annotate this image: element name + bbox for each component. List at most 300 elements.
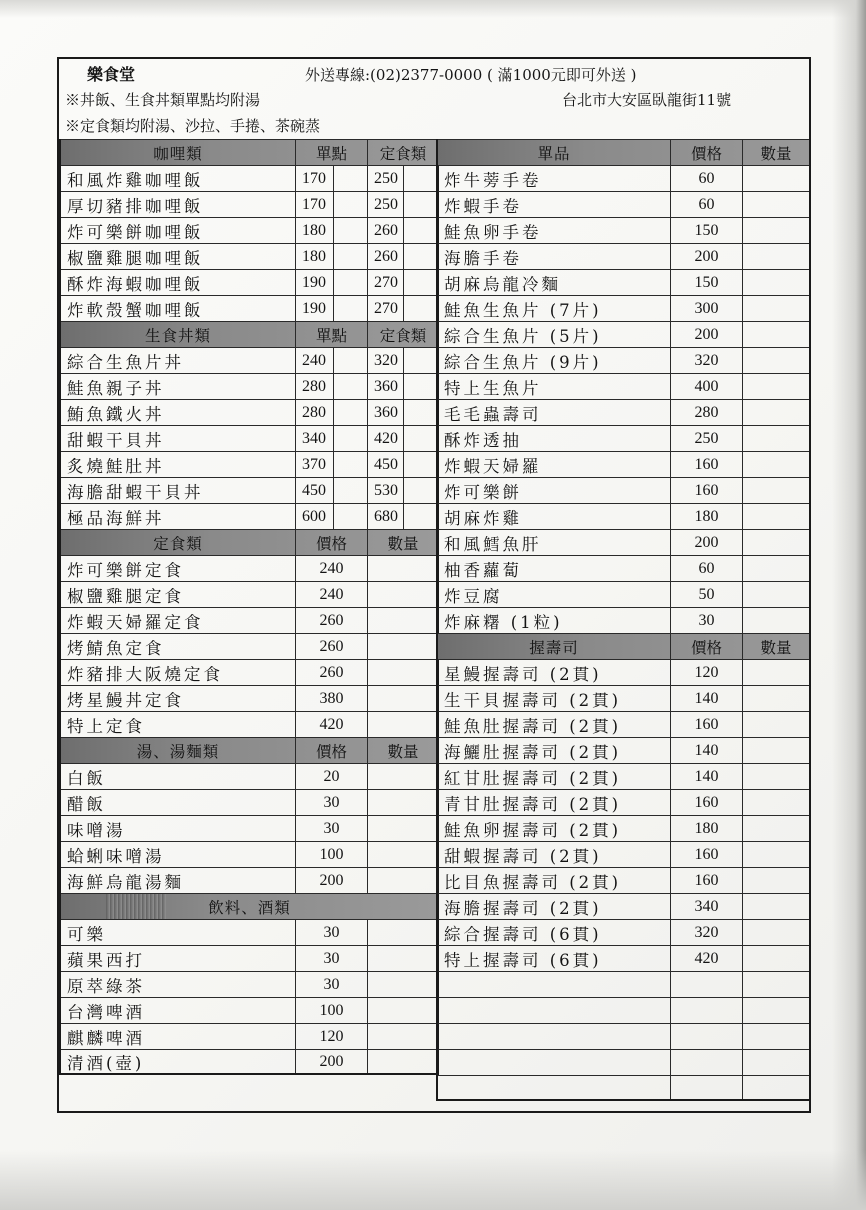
curry-item-name: 和風炸雞咖哩飯: [67, 170, 204, 190]
soup-item-price: 100: [295, 842, 367, 867]
curry-section-header: [61, 139, 438, 165]
soup-col1-header: 價格: [295, 738, 367, 763]
raw_don-single-qty: [333, 452, 367, 477]
curry-set-price: 250: [367, 192, 403, 217]
nigiri-item-qty: [742, 764, 809, 789]
set_meals-item-qty: [367, 608, 438, 633]
singles-item-qty: [742, 296, 809, 321]
raw_don-set-price: 360: [367, 400, 403, 425]
nigiri-item-price: 160: [670, 712, 742, 737]
nigiri-col2-header: 數量: [742, 634, 809, 659]
curry-row: [61, 243, 438, 269]
curry-set-qty: [403, 244, 438, 269]
raw_don-row: [61, 373, 438, 399]
nigiri-row: [438, 945, 809, 971]
set_meals-item-price: 260: [295, 608, 367, 633]
soup-row: [61, 789, 438, 815]
singles-row: [438, 425, 809, 451]
paper-edge-right: [832, 0, 866, 1210]
raw_don-set-price: 360: [367, 374, 403, 399]
drinks-item-price: 30: [295, 920, 367, 945]
raw_don-item-name: 鮭魚親子丼: [67, 378, 165, 398]
nigiri-item-price: 140: [670, 738, 742, 763]
nigiri-item-name: 海鱺肚握壽司 (2貫): [444, 742, 622, 762]
nigiri-item-price: 160: [670, 842, 742, 867]
menu-sheet: [57, 57, 811, 1113]
drinks-item-qty: [367, 946, 438, 971]
raw_don-single-qty: [333, 400, 367, 425]
nigiri-item-name: 紅甘肚握壽司 (2貫): [444, 768, 622, 788]
raw_don-set-qty: [403, 374, 438, 399]
nigiri-item-qty: [742, 712, 809, 737]
set_meals-item-qty: [367, 556, 438, 581]
drinks-row: [61, 919, 438, 945]
set_meals-section-header: [61, 529, 438, 555]
soup-item-price: 30: [295, 790, 367, 815]
nigiri-item-name: 海膽握壽司 (2貫): [444, 898, 602, 918]
curry-single-qty: [333, 296, 367, 321]
nigiri-empty-row: [438, 971, 809, 997]
set_meals-item-name: 特上定食: [67, 716, 145, 736]
singles-col1-header: 價格: [670, 140, 742, 165]
curry-row: [61, 191, 438, 217]
curry-single-qty: [333, 218, 367, 243]
set_meals-row: [61, 711, 438, 737]
empty-name-cell: [438, 998, 670, 1023]
right-column: [436, 139, 809, 1101]
nigiri-row: [438, 919, 809, 945]
raw_don-item-name: 炙燒鮭肚丼: [67, 456, 165, 476]
singles-item-name: 鮭魚卵手卷: [444, 222, 542, 242]
set_meals-item-price: 380: [295, 686, 367, 711]
curry-item-name: 炸可樂餅咖哩飯: [67, 222, 204, 242]
raw_don-set-qty: [403, 426, 438, 451]
set_meals-item-name: 炸可樂餅定食: [67, 560, 184, 580]
curry-single-price: 180: [295, 218, 333, 243]
drinks-item-name: 麒麟啤酒: [67, 1028, 145, 1048]
nigiri-item-name: 綜合握壽司 (6貫): [444, 924, 602, 944]
singles-item-name: 鮭魚生魚片 (7片): [444, 300, 602, 320]
set_meals-item-qty: [367, 686, 438, 711]
nigiri-item-qty: [742, 946, 809, 971]
raw_don-col2-header: 定食類: [367, 322, 438, 347]
set_meals-row: [61, 607, 438, 633]
nigiri-empty-row: [438, 997, 809, 1023]
raw_don-single-price: 240: [295, 348, 333, 373]
soup-item-qty: [367, 842, 438, 867]
singles-row: [438, 295, 809, 321]
singles-item-name: 炸牛蒡手卷: [444, 170, 542, 190]
set_meals-item-name: 炸豬排大阪燒定食: [67, 664, 223, 684]
soup-row: [61, 867, 438, 893]
empty-price-cell: [670, 1024, 742, 1049]
curry-set-price: 260: [367, 244, 403, 269]
curry-set-price: 260: [367, 218, 403, 243]
drinks-item-qty: [367, 998, 438, 1023]
singles-item-qty: [742, 400, 809, 425]
nigiri-item-price: 140: [670, 686, 742, 711]
singles-title: 單品: [537, 144, 571, 163]
soup-item-name: 海鮮烏龍湯麵: [67, 872, 184, 892]
set_meals-row: [61, 685, 438, 711]
singles-row: [438, 477, 809, 503]
singles-item-price: 320: [670, 348, 742, 373]
soup-col2-header: 數量: [367, 738, 438, 763]
drinks-item-name: 台灣啤酒: [67, 1002, 145, 1022]
empty-qty-cell: [742, 1024, 809, 1049]
shop-address: 台北市大安區臥龍街11號: [562, 91, 732, 109]
soup-item-name: 蛤蜊味噌湯: [67, 846, 165, 866]
singles-item-qty: [742, 270, 809, 295]
drinks-row: [61, 971, 438, 997]
curry-item-name: 酥炸海蝦咖哩飯: [67, 274, 204, 294]
drinks-item-price: 100: [295, 998, 367, 1023]
drinks-item-price: 200: [295, 1050, 367, 1073]
nigiri-item-name: 甜蝦握壽司 (2貫): [444, 846, 602, 866]
empty-qty-cell: [742, 972, 809, 997]
nigiri-item-price: 420: [670, 946, 742, 971]
set_meals-item-name: 烤星鰻丼定食: [67, 690, 184, 710]
soup-row: [61, 841, 438, 867]
curry-set-qty: [403, 270, 438, 295]
nigiri-item-price: 120: [670, 660, 742, 685]
empty-price-cell: [670, 1050, 742, 1075]
nigiri-empty-row: [438, 1049, 809, 1075]
singles-item-price: 30: [670, 608, 742, 633]
singles-row: [438, 451, 809, 477]
set_meals-item-price: 240: [295, 582, 367, 607]
singles-item-price: 180: [670, 504, 742, 529]
left-column: [59, 139, 439, 1075]
singles-item-price: 50: [670, 582, 742, 607]
raw_don-title: 生食丼類: [144, 326, 211, 345]
nigiri-col1-header: 價格: [670, 634, 742, 659]
singles-row: [438, 321, 809, 347]
raw_don-col1-header: 單點: [295, 322, 367, 347]
curry-set-qty: [403, 166, 438, 191]
raw_don-row: [61, 477, 438, 503]
singles-item-price: 280: [670, 400, 742, 425]
singles-item-name: 炸可樂餅: [444, 482, 522, 502]
drinks-title: 飲料、酒類: [208, 898, 291, 917]
drinks-row: [61, 997, 438, 1023]
raw_don-set-price: 420: [367, 426, 403, 451]
singles-item-price: 160: [670, 478, 742, 503]
singles-item-price: 200: [670, 322, 742, 347]
raw_don-row: [61, 425, 438, 451]
set_meals-item-price: 260: [295, 634, 367, 659]
raw_don-single-price: 600: [295, 504, 333, 529]
soup-item-name: 醋飯: [67, 794, 106, 814]
singles-row: [438, 347, 809, 373]
curry-set-price: 270: [367, 270, 403, 295]
nigiri-row: [438, 763, 809, 789]
set_meals-item-price: 260: [295, 660, 367, 685]
soup-item-qty: [367, 868, 438, 893]
set_meals-row: [61, 581, 438, 607]
raw_don-item-name: 極品海鮮丼: [67, 508, 165, 528]
singles-item-name: 酥炸透抽: [444, 430, 522, 450]
singles-item-name: 特上生魚片: [444, 378, 542, 398]
singles-item-qty: [742, 452, 809, 477]
raw_don-single-price: 370: [295, 452, 333, 477]
drinks-item-name: 清酒(壺): [67, 1053, 145, 1073]
curry-single-qty: [333, 166, 367, 191]
curry-set-qty: [403, 218, 438, 243]
curry-single-price: 190: [295, 270, 333, 295]
set_meals-item-qty: [367, 634, 438, 659]
set_meals-item-name: 炸蝦天婦羅定食: [67, 612, 204, 632]
raw_don-row: [61, 347, 438, 373]
raw_don-set-qty: [403, 452, 438, 477]
singles-item-qty: [742, 218, 809, 243]
singles-item-price: 200: [670, 244, 742, 269]
raw_don-set-qty: [403, 478, 438, 503]
nigiri-row: [438, 841, 809, 867]
singles-item-qty: [742, 374, 809, 399]
singles-item-price: 60: [670, 166, 742, 191]
drinks-row: [61, 945, 438, 971]
raw_don-section-header: [61, 321, 438, 347]
nigiri-item-qty: [742, 920, 809, 945]
curry-set-qty: [403, 192, 438, 217]
curry-single-qty: [333, 244, 367, 269]
empty-qty-cell: [742, 1076, 809, 1099]
raw_don-single-qty: [333, 478, 367, 503]
singles-item-qty: [742, 426, 809, 451]
singles-row: [438, 269, 809, 295]
drinks-item-qty: [367, 920, 438, 945]
raw_don-row: [61, 451, 438, 477]
nigiri-item-qty: [742, 842, 809, 867]
raw_don-item-name: 甜蝦干貝丼: [67, 430, 165, 450]
drinks-item-qty: [367, 1050, 438, 1073]
soup-row: [61, 763, 438, 789]
singles-item-price: 300: [670, 296, 742, 321]
singles-item-name: 炸蝦手卷: [444, 196, 522, 216]
set_meals-title: 定食類: [153, 534, 203, 553]
drinks-row: [61, 1023, 438, 1049]
nigiri-item-qty: [742, 738, 809, 763]
singles-item-qty: [742, 608, 809, 633]
drinks-item-price: 120: [295, 1024, 367, 1049]
nigiri-row: [438, 789, 809, 815]
singles-section-header: [438, 139, 809, 165]
raw_don-set-qty: [403, 504, 438, 529]
singles-item-name: 和風鱈魚肝: [444, 534, 542, 554]
curry-row: [61, 295, 438, 321]
drinks-item-price: 30: [295, 946, 367, 971]
nigiri-row: [438, 711, 809, 737]
drinks-item-name: 可樂: [67, 924, 106, 944]
curry-single-qty: [333, 192, 367, 217]
singles-item-qty: [742, 478, 809, 503]
set_meals-row: [61, 633, 438, 659]
singles-item-qty: [742, 504, 809, 529]
curry-set-qty: [403, 296, 438, 321]
singles-item-name: 炸麻糬 (1粒): [444, 612, 563, 632]
nigiri-row: [438, 867, 809, 893]
soup-item-name: 白飯: [67, 768, 106, 788]
curry-single-price: 170: [295, 192, 333, 217]
singles-row: [438, 191, 809, 217]
singles-item-price: 60: [670, 192, 742, 217]
singles-row: [438, 607, 809, 633]
drinks-item-name: 蘋果西打: [67, 950, 145, 970]
curry-set-price: 270: [367, 296, 403, 321]
singles-item-qty: [742, 166, 809, 191]
raw_don-set-price: 450: [367, 452, 403, 477]
nigiri-item-qty: [742, 686, 809, 711]
drinks-row: [61, 1049, 438, 1075]
singles-item-price: 60: [670, 556, 742, 581]
singles-item-name: 炸蝦天婦羅: [444, 456, 542, 476]
singles-item-price: 200: [670, 530, 742, 555]
set_meals-row: [61, 555, 438, 581]
singles-item-name: 胡麻炸雞: [444, 508, 522, 528]
set_meals-col2-header: 數量: [367, 530, 438, 555]
note-set-meal: ※定食類均附湯、沙拉、手捲、茶碗蒸: [65, 117, 321, 135]
set_meals-col1-header: 價格: [295, 530, 367, 555]
curry-item-name: 椒鹽雞腿咖哩飯: [67, 248, 204, 268]
raw_don-set-qty: [403, 348, 438, 373]
curry-title: 咖哩類: [153, 144, 203, 163]
nigiri-item-price: 320: [670, 920, 742, 945]
nigiri-item-price: 340: [670, 894, 742, 919]
singles-col2-header: 數量: [742, 140, 809, 165]
singles-item-name: 海膽手卷: [444, 248, 522, 268]
paper-edge-top: [0, 0, 866, 18]
raw_don-set-price: 680: [367, 504, 403, 529]
singles-row: [438, 373, 809, 399]
set_meals-item-qty: [367, 660, 438, 685]
singles-item-qty: [742, 348, 809, 373]
curry-single-price: 170: [295, 166, 333, 191]
nigiri-row: [438, 659, 809, 685]
set_meals-row: [61, 659, 438, 685]
empty-name-cell: [438, 1076, 670, 1099]
empty-price-cell: [670, 998, 742, 1023]
raw_don-single-qty: [333, 504, 367, 529]
empty-name-cell: [438, 1024, 670, 1049]
raw_don-single-price: 280: [295, 400, 333, 425]
drinks-item-name: 原萃綠茶: [67, 976, 145, 996]
curry-set-price: 250: [367, 166, 403, 191]
curry-row: [61, 165, 438, 191]
empty-name-cell: [438, 1050, 670, 1075]
soup-item-price: 200: [295, 868, 367, 893]
soup-item-qty: [367, 816, 438, 841]
curry-col2-header: 定食類: [367, 140, 438, 165]
set_meals-item-name: 烤鯖魚定食: [67, 638, 165, 658]
nigiri-item-qty: [742, 868, 809, 893]
empty-qty-cell: [742, 998, 809, 1023]
nigiri-item-name: 青甘肚握壽司 (2貫): [444, 794, 622, 814]
singles-row: [438, 399, 809, 425]
soup-item-qty: [367, 764, 438, 789]
singles-row: [438, 503, 809, 529]
curry-row: [61, 269, 438, 295]
note-don-soup: ※丼飯、生食丼類單點均附湯: [65, 91, 261, 109]
curry-col1-header: 單點: [295, 140, 367, 165]
singles-item-price: 400: [670, 374, 742, 399]
drinks-item-qty: [367, 972, 438, 997]
nigiri-item-name: 星鰻握壽司 (2貫): [444, 664, 602, 684]
nigiri-item-name: 比目魚握壽司 (2貫): [444, 872, 622, 892]
nigiri-item-qty: [742, 894, 809, 919]
empty-name-cell: [438, 972, 670, 997]
raw_don-single-price: 340: [295, 426, 333, 451]
nigiri-row: [438, 815, 809, 841]
nigiri-empty-row: [438, 1075, 809, 1101]
nigiri-row: [438, 737, 809, 763]
nigiri-row: [438, 685, 809, 711]
raw_don-set-price: 320: [367, 348, 403, 373]
nigiri-item-qty: [742, 816, 809, 841]
singles-item-qty: [742, 244, 809, 269]
empty-price-cell: [670, 972, 742, 997]
soup-section-header: [61, 737, 438, 763]
nigiri-item-price: 180: [670, 816, 742, 841]
set_meals-item-name: 椒鹽雞腿定食: [67, 586, 184, 606]
curry-single-price: 180: [295, 244, 333, 269]
raw_don-single-qty: [333, 426, 367, 451]
singles-item-qty: [742, 530, 809, 555]
raw_don-single-qty: [333, 374, 367, 399]
raw_don-single-price: 280: [295, 374, 333, 399]
nigiri-item-name: 生干貝握壽司 (2貫): [444, 690, 622, 710]
singles-row: [438, 555, 809, 581]
nigiri-item-name: 鮭魚肚握壽司 (2貫): [444, 716, 622, 736]
paper-edge-bottom: [0, 1150, 866, 1210]
curry-item-name: 炸軟殼蟹咖哩飯: [67, 300, 204, 320]
singles-item-price: 150: [670, 270, 742, 295]
drinks-item-price: 30: [295, 972, 367, 997]
raw_don-item-name: 海膽甜蝦干貝丼: [67, 482, 204, 502]
curry-item-name: 厚切豬排咖哩飯: [67, 196, 204, 216]
singles-item-name: 綜合生魚片 (5片): [444, 326, 602, 346]
nigiri-item-price: 160: [670, 790, 742, 815]
soup-item-price: 20: [295, 764, 367, 789]
singles-item-qty: [742, 582, 809, 607]
empty-qty-cell: [742, 1050, 809, 1075]
curry-row: [61, 217, 438, 243]
singles-item-price: 160: [670, 452, 742, 477]
singles-row: [438, 165, 809, 191]
singles-item-name: 炸豆腐: [444, 586, 503, 606]
singles-item-name: 胡麻烏龍冷麵: [444, 274, 561, 294]
empty-price-cell: [670, 1076, 742, 1099]
curry-single-price: 190: [295, 296, 333, 321]
singles-row: [438, 581, 809, 607]
soup-item-qty: [367, 790, 438, 815]
drinks-item-qty: [367, 1024, 438, 1049]
set_meals-item-price: 240: [295, 556, 367, 581]
nigiri-section-header: [438, 633, 809, 659]
singles-item-qty: [742, 192, 809, 217]
set_meals-item-qty: [367, 582, 438, 607]
soup-item-name: 味噌湯: [67, 820, 126, 840]
set_meals-item-price: 420: [295, 712, 367, 737]
nigiri-row: [438, 893, 809, 919]
raw_don-item-name: 鮪魚鐵火丼: [67, 404, 165, 424]
raw_don-set-price: 530: [367, 478, 403, 503]
singles-item-name: 綜合生魚片 (9片): [444, 352, 602, 372]
soup-row: [61, 815, 438, 841]
singles-row: [438, 243, 809, 269]
singles-row: [438, 217, 809, 243]
raw_don-item-name: 綜合生魚片丼: [67, 352, 184, 372]
